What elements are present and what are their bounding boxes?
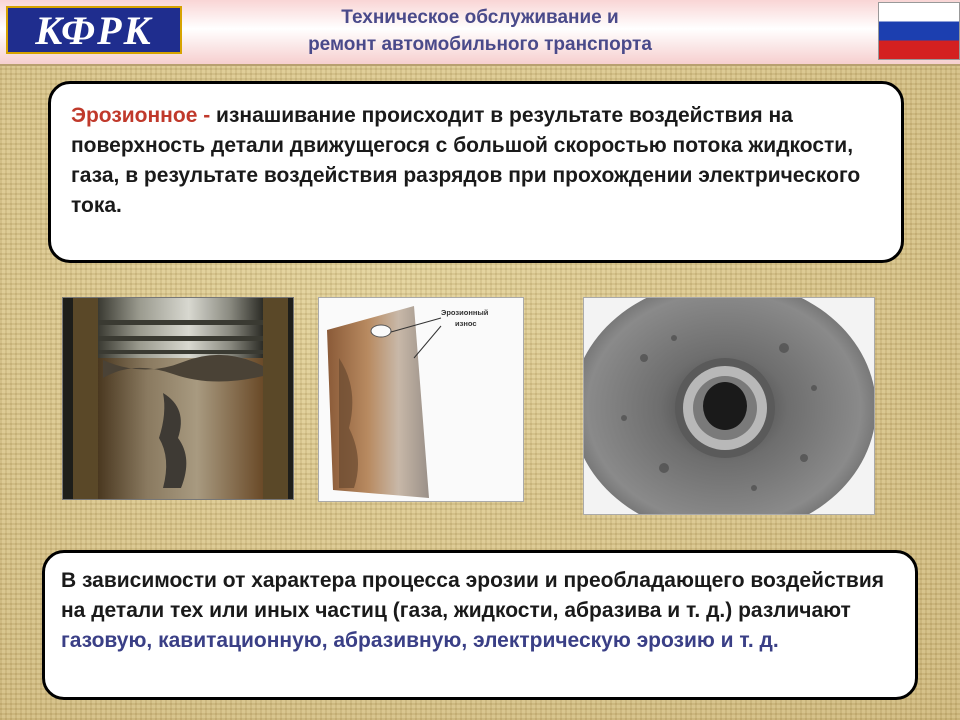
- russian-flag-icon: [878, 2, 960, 60]
- header-title: [190, 4, 770, 58]
- header-title-line1: Техническое обслуживание и: [341, 7, 619, 28]
- erosion-wear-label-line1: Эрозионный: [441, 308, 489, 317]
- blade-wear-photo: [318, 297, 524, 502]
- logo-text: КФРК: [35, 7, 153, 53]
- logo: [6, 6, 182, 54]
- erosion-types-intro: В зависимости от характера процесса эрозии и преобладающего воздействия на детали тех или иных частиц (газа, жидкости, абразива и т. д.) различают: [61, 569, 884, 622]
- disc-image: [584, 298, 875, 515]
- definition-text: изнашивание происходит в результате воздействия на поверхность детали движущегося с большой скоростью потока жидкости, газа, в результате воздействия разрядов при прохождении электрического тока.: [71, 104, 861, 217]
- header-bar: [0, 0, 960, 66]
- erosion-wear-label-line2: износ: [455, 319, 477, 328]
- piston-image: [63, 298, 294, 500]
- header-title-line2: ремонт автомобильного транспорта: [308, 34, 652, 55]
- blade-image: [319, 298, 524, 502]
- erosion-types-box: [42, 550, 918, 700]
- disc-erosion-photo: [583, 297, 875, 515]
- definition-box: [48, 81, 904, 263]
- definition-term: Эрозионное -: [71, 104, 211, 127]
- erosion-types-list: газовую, кавитационную, абразивную, электрическую эрозию и т. д.: [61, 629, 779, 652]
- piston-wear-photo: [62, 297, 294, 500]
